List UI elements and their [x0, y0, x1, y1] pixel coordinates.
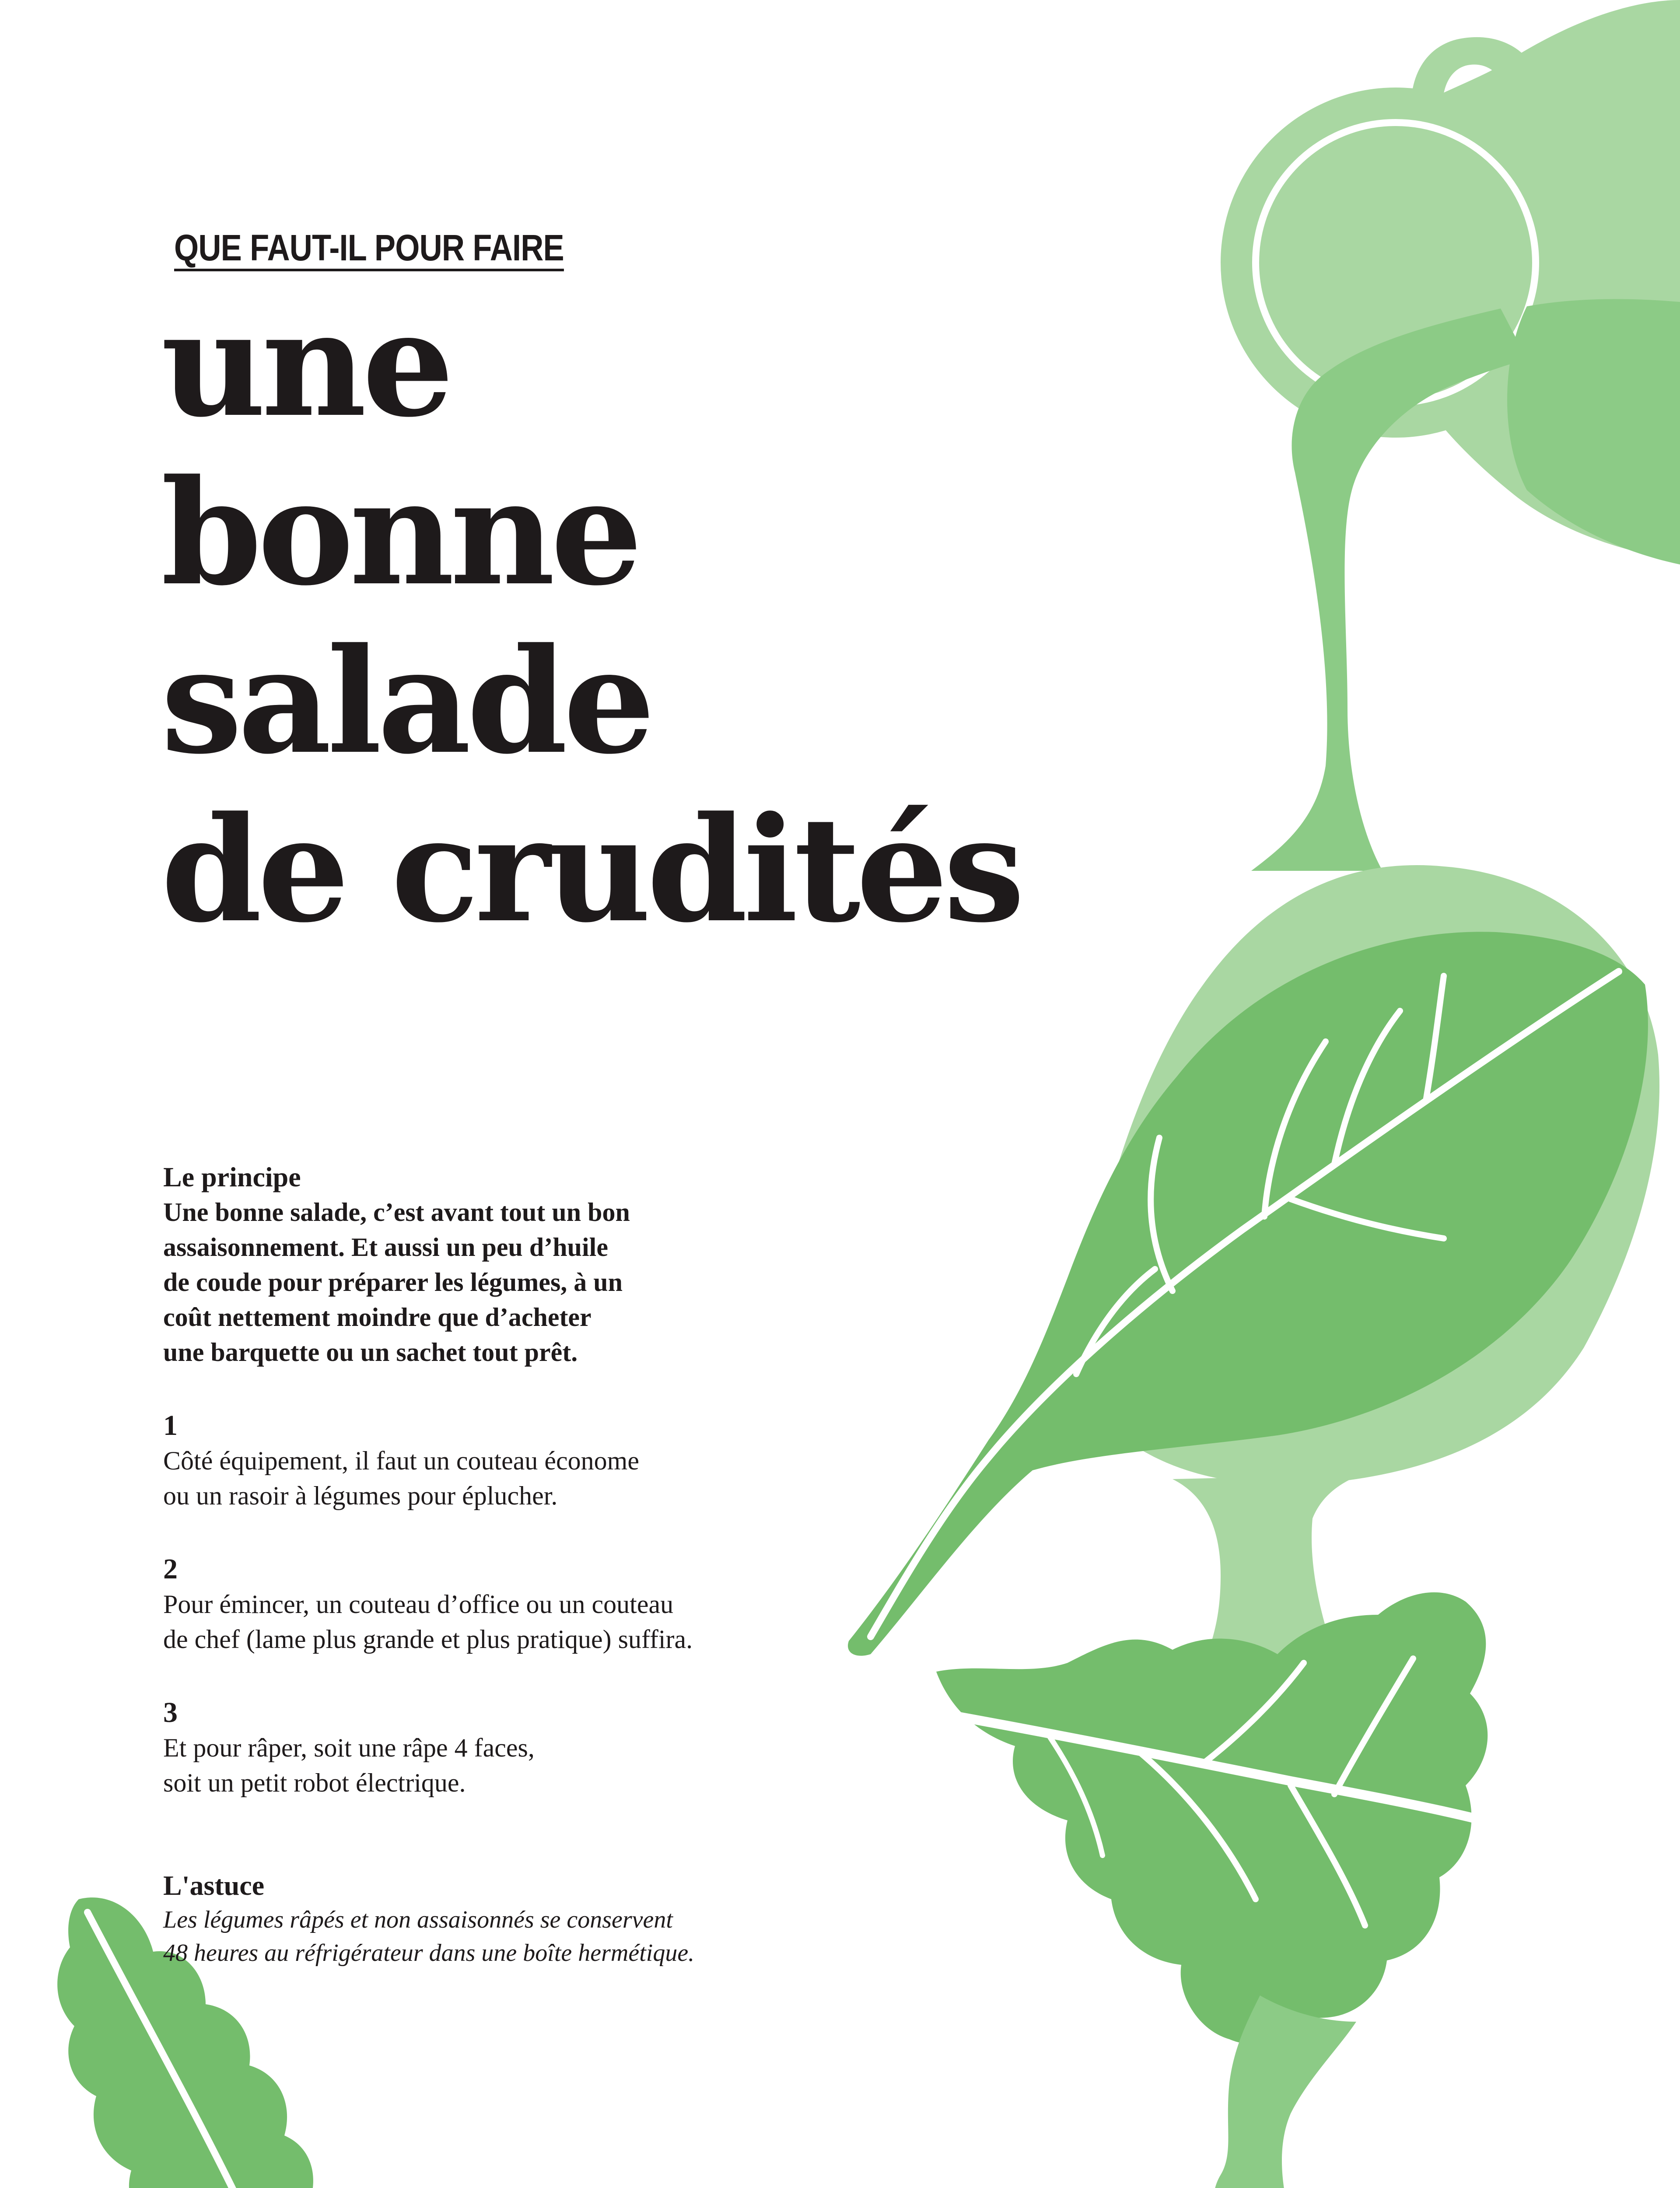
tip-heading: L'astuce — [163, 1870, 265, 1901]
tip-text: Les légumes râpés et non assaisonnés se conservent 48 heures au réfrigérateur dans une boîte hermétique. — [163, 1906, 695, 1967]
tip-section — [163, 1868, 994, 1970]
recipe-text — [163, 1160, 994, 1970]
title-line: bonne — [161, 448, 638, 617]
step-text: Et pour râper, soit une râpe 4 faces, soit un petit robot électrique. — [163, 1733, 535, 1797]
kale-leaf-icon — [928, 1592, 1488, 2044]
principle-heading: Le principe — [163, 1161, 301, 1192]
step-number: 2 — [163, 1553, 178, 1585]
step-text: Pour émincer, un couteau d’office ou un couteau de chef (lame plus grande et plus pratique) suffira. — [163, 1590, 693, 1654]
step-number: 1 — [163, 1410, 178, 1441]
title-line: salade — [161, 616, 651, 786]
pitcher-icon — [1221, 0, 1680, 565]
kicker: QUE FAUT-IL POUR FAIRE — [174, 228, 564, 271]
step-1 — [163, 1408, 994, 1513]
title-line: une — [161, 279, 450, 449]
step-number: 3 — [163, 1697, 178, 1729]
principle-text: Une bonne salade, c’est avant tout un bon assaisonnement. Et aussi un peu d’huile de coude pour préparer les légumes, à un coût nettement moindre que d’acheter une barquette ou un sachet tout prêt. — [163, 1198, 630, 1367]
title-line: de crudités — [161, 785, 1021, 954]
page-title — [161, 280, 1021, 954]
step-3 — [163, 1695, 994, 1800]
step-text: Côté équipement, il faut un couteau économe ou un rasoir à légumes pour éplucher. — [163, 1446, 639, 1510]
principle-section — [163, 1160, 994, 1370]
step-2 — [163, 1552, 994, 1657]
